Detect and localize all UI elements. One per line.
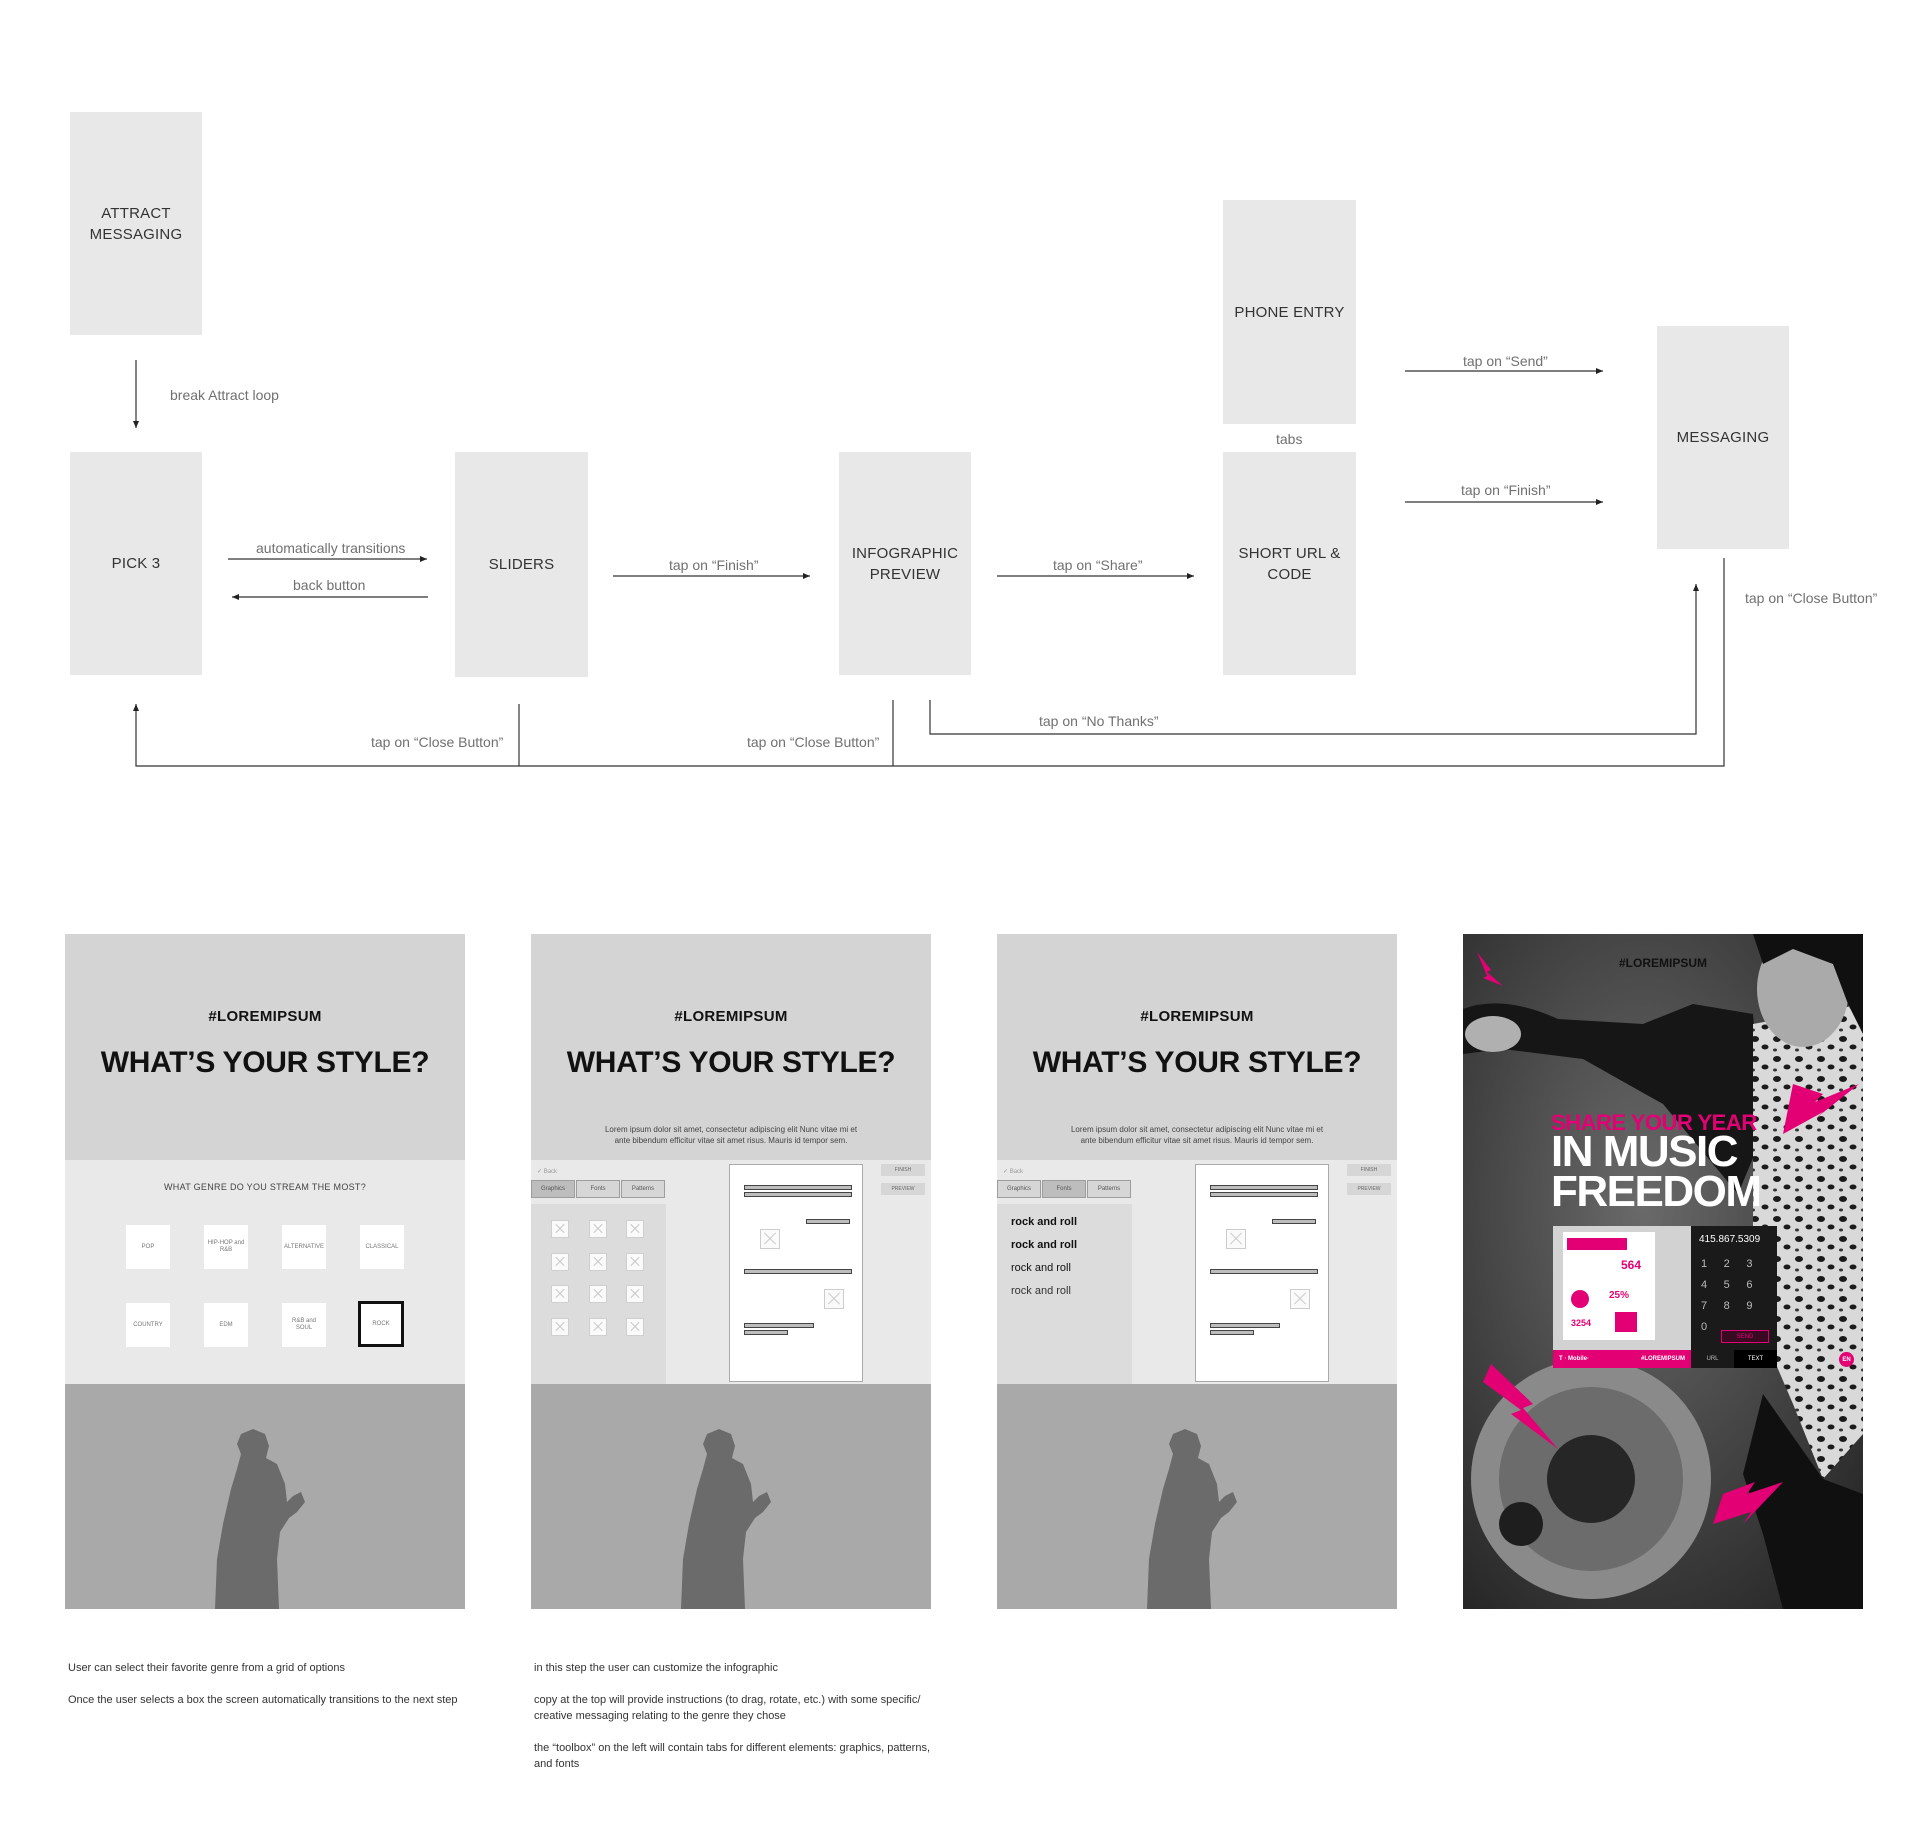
- hashtag: #LOREMIPSUM: [208, 1008, 322, 1025]
- graphic-item-icon[interactable]: [589, 1253, 607, 1271]
- tab-url[interactable]: URL: [1706, 1356, 1719, 1362]
- tab-fonts[interactable]: Fonts: [576, 1180, 620, 1198]
- send-button[interactable]: SEND: [1721, 1330, 1769, 1343]
- guitar-icon: [1615, 1312, 1637, 1332]
- thumb-title-bar: [1567, 1238, 1627, 1250]
- flow-box-phone-entry: PHONE ENTRY: [1223, 200, 1356, 424]
- genre-tile-alternative[interactable]: ALTERNATIVE: [282, 1225, 326, 1269]
- text-bar: [1272, 1219, 1316, 1224]
- back-link[interactable]: ✓ Back: [537, 1169, 558, 1175]
- mockup-header: [531, 934, 931, 1160]
- person-silhouette: [531, 1384, 931, 1609]
- camera-area: [65, 1384, 465, 1609]
- camera-area: [531, 1384, 931, 1609]
- genre-question: WHAT GENRE DO YOU STREAM THE MOST?: [163, 1182, 367, 1192]
- image-placeholder-icon: [824, 1289, 844, 1309]
- flow-box-pick-3: PICK 3: [70, 452, 202, 675]
- label-tap-close-1: tap on “Close Button”: [371, 734, 504, 750]
- label-tap-finish: tap on “Finish”: [669, 557, 759, 573]
- mockup-customize-graphics: [531, 934, 931, 1609]
- text-bar: [1210, 1192, 1318, 1197]
- text-bar: [744, 1269, 852, 1274]
- brand-logo: T · Mobile·: [1559, 1356, 1589, 1362]
- back-link[interactable]: ✓ Back: [1003, 1169, 1024, 1175]
- keypad-grid: [1701, 1258, 1769, 1333]
- hashtag: #LOREMIPSUM: [1140, 1008, 1254, 1025]
- text-bar: [744, 1330, 788, 1335]
- infographic-canvas[interactable]: [1195, 1164, 1329, 1382]
- card-footer: [1553, 1350, 1691, 1368]
- thumb-stat: 564: [1621, 1258, 1642, 1272]
- graphic-item-icon[interactable]: [626, 1253, 644, 1271]
- key-9[interactable]: 9: [1746, 1300, 1753, 1312]
- camera-area: [997, 1384, 1397, 1609]
- label-back-button: back button: [293, 577, 366, 593]
- phone-number-display[interactable]: 415.867.5309: [1699, 1234, 1761, 1245]
- text-bar: [1210, 1323, 1280, 1328]
- flow-box-short-url-code: SHORT URL & CODE: [1223, 452, 1356, 675]
- genre-tile-pop[interactable]: POP: [126, 1225, 170, 1269]
- label-tap-send: tap on “Send”: [1463, 353, 1548, 369]
- thumb-stat: 3254: [1571, 1318, 1592, 1328]
- genre-tile-country[interactable]: COUNTRY: [126, 1303, 170, 1347]
- genre-tile-hiphop[interactable]: HIP-HOP and R&B: [204, 1225, 248, 1269]
- preview-button[interactable]: PREVIEW: [1347, 1183, 1391, 1195]
- label-tap-share: tap on “Share”: [1053, 557, 1143, 573]
- genre-grid-area: [65, 1160, 465, 1384]
- label-tabs: tabs: [1276, 431, 1303, 447]
- tab-fonts[interactable]: Fonts: [1042, 1180, 1086, 1198]
- font-option[interactable]: rock and roll: [1011, 1239, 1078, 1251]
- language-toggle[interactable]: EN: [1839, 1352, 1854, 1367]
- key-1[interactable]: 1: [1701, 1258, 1708, 1270]
- flow-connectors: [0, 0, 1920, 800]
- preview-button[interactable]: PREVIEW: [881, 1183, 925, 1195]
- graphic-item-icon[interactable]: [626, 1220, 644, 1238]
- text-bar: [1210, 1330, 1254, 1335]
- tab-patterns[interactable]: Patterns: [1087, 1180, 1131, 1198]
- headphones-icon: [1571, 1290, 1589, 1308]
- genre-tile-rock-selected[interactable]: ROCK: [358, 1301, 404, 1347]
- comp-headline-line2: IN MUSIC: [1551, 1127, 1737, 1176]
- image-placeholder-icon: [1290, 1289, 1310, 1309]
- graphics-toolbox: [531, 1204, 666, 1384]
- mockup-header: [65, 934, 465, 1160]
- mockup-pick-genre: [65, 934, 465, 1609]
- tab-text[interactable]: TEXT: [1734, 1350, 1777, 1368]
- tab-patterns[interactable]: Patterns: [621, 1180, 665, 1198]
- note-toolbox: the “toolbox” on the left will contain tabs for different elements: graphics, patterns, and fonts: [534, 1742, 931, 1770]
- comp-headline-line1: SHARE YOUR YEAR: [1551, 1110, 1757, 1135]
- text-bar: [744, 1192, 852, 1197]
- font-option[interactable]: rock and roll: [1011, 1285, 1071, 1297]
- infographic-card: [1553, 1226, 1691, 1368]
- text-bar: [1210, 1269, 1318, 1274]
- font-option[interactable]: rock and roll: [1011, 1216, 1078, 1228]
- tab-graphics[interactable]: Graphics: [997, 1180, 1041, 1198]
- key-0[interactable]: 0: [1701, 1321, 1708, 1333]
- person-silhouette: [997, 1384, 1397, 1609]
- key-6[interactable]: 6: [1746, 1279, 1753, 1291]
- text-bar: [744, 1185, 852, 1190]
- graphic-item-icon[interactable]: [589, 1318, 607, 1336]
- label-tap-no-thanks: tap on “No Thanks”: [1039, 713, 1159, 729]
- fonts-toolbox: [997, 1204, 1132, 1384]
- label-tap-close-right: tap on “Close Button”: [1745, 590, 1878, 606]
- graphic-item-icon[interactable]: [626, 1285, 644, 1303]
- graphic-item-icon[interactable]: [551, 1318, 569, 1336]
- flow-box-sliders: SLIDERS: [455, 452, 588, 677]
- label-break-attract-loop: break Attract loop: [170, 387, 279, 403]
- back-label: Back: [543, 1169, 558, 1175]
- label-tap-finish-2: tap on “Finish”: [1461, 482, 1551, 498]
- note-customize: in this step the user can customize the infographic: [534, 1662, 778, 1674]
- key-7[interactable]: 7: [1701, 1300, 1708, 1312]
- thumb-stat: 25%: [1609, 1290, 1630, 1301]
- person-silhouette: [65, 1384, 465, 1609]
- editor-area: [531, 1160, 931, 1384]
- finish-button[interactable]: FINISH: [1347, 1164, 1391, 1176]
- genre-tile-edm[interactable]: EDM: [204, 1303, 248, 1347]
- finish-button[interactable]: FINISH: [881, 1164, 925, 1176]
- infographic-canvas[interactable]: [729, 1164, 863, 1382]
- genre-tile-rnb-soul[interactable]: R&B and SOUL: [282, 1303, 326, 1347]
- phone-keypad-panel: [1691, 1226, 1777, 1368]
- tab-graphics[interactable]: Graphics: [531, 1180, 575, 1198]
- note-copy-instructions: copy at the top will provide instructions (to drag, rotate, etc.) with some specific/ creative messaging relating to the genre they chose: [534, 1694, 921, 1722]
- flow-box-attract-messaging: ATTRACT MESSAGING: [70, 112, 202, 335]
- text-bar: [1210, 1185, 1318, 1190]
- flow-box-infographic-preview: INFOGRAPHIC PREVIEW: [839, 452, 971, 675]
- instructions-text: Lorem ipsum dolor sit amet, consectetur adipiscing elit Nunc vitae mi et ante bibendum efficitur vitae sit amet risus. Mauris id tempor sem.: [1070, 1125, 1324, 1145]
- headline: WHAT’S YOUR STYLE?: [566, 1046, 896, 1079]
- hashtag: #LOREMIPSUM: [674, 1008, 788, 1025]
- comp-hashtag: #LOREMIPSUM: [1618, 956, 1707, 970]
- graphic-item-icon[interactable]: [589, 1220, 607, 1238]
- graphic-item-icon[interactable]: [589, 1285, 607, 1303]
- editor-area: [997, 1160, 1397, 1384]
- key-5[interactable]: 5: [1723, 1279, 1730, 1291]
- key-2[interactable]: 2: [1723, 1258, 1730, 1270]
- image-placeholder-icon: [760, 1229, 780, 1249]
- key-8[interactable]: 8: [1723, 1300, 1730, 1312]
- instructions-text: Lorem ipsum dolor sit amet, consectetur adipiscing elit Nunc vitae mi et ante bibendum efficitur vitae sit amet risus. Mauris id tempor sem.: [604, 1125, 858, 1145]
- flow-box-messaging: MESSAGING: [1657, 326, 1789, 549]
- text-bar: [744, 1323, 814, 1328]
- key-4[interactable]: 4: [1701, 1279, 1708, 1291]
- note-genre-select: User can select their favorite genre from a grid of options: [68, 1662, 345, 1674]
- headline: WHAT’S YOUR STYLE?: [1032, 1046, 1362, 1079]
- mockup-header: [997, 934, 1397, 1160]
- text-bar: [806, 1219, 850, 1224]
- headline: WHAT’S YOUR STYLE?: [100, 1046, 430, 1079]
- font-option[interactable]: rock and roll: [1011, 1262, 1071, 1274]
- mockup-customize-fonts: [997, 934, 1397, 1609]
- image-placeholder-icon: [1226, 1229, 1246, 1249]
- graphic-item-icon[interactable]: [551, 1220, 569, 1238]
- label-tap-close-2: tap on “Close Button”: [747, 734, 880, 750]
- comp-headline-line3: FREEDOM: [1551, 1167, 1761, 1216]
- back-label: Back: [1009, 1169, 1024, 1175]
- key-3[interactable]: 3: [1746, 1258, 1753, 1270]
- final-comp-share-screen: [1463, 934, 1863, 1609]
- genre-tile-classical[interactable]: CLASSICAL: [360, 1225, 404, 1269]
- label-auto-transitions: automatically transitions: [256, 540, 406, 556]
- infographic-thumbnail: [1563, 1232, 1655, 1340]
- graphic-item-icon[interactable]: [551, 1285, 569, 1303]
- graphic-item-icon[interactable]: [551, 1253, 569, 1271]
- note-auto-transition: Once the user selects a box the screen automatically transitions to the next step: [68, 1694, 458, 1706]
- graphic-item-icon[interactable]: [626, 1318, 644, 1336]
- card-hashtag: #LOREMIPSUM: [1640, 1356, 1685, 1362]
